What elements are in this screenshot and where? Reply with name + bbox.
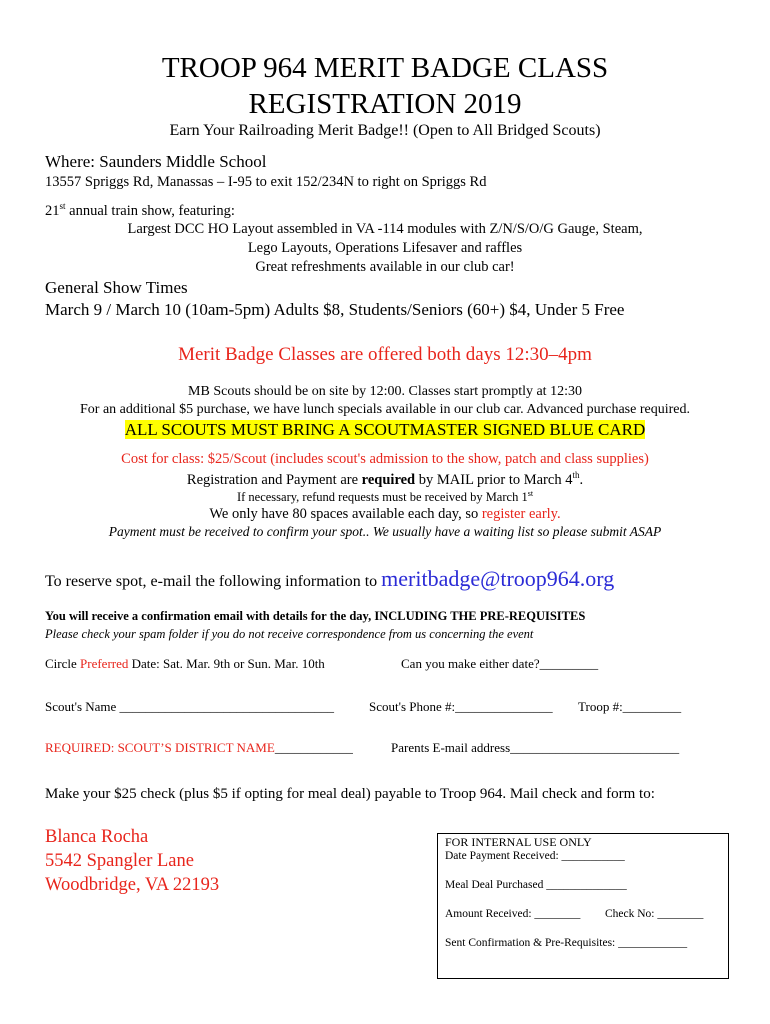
annual-text: annual train show, featuring: <box>65 202 235 219</box>
preferred-text: Preferred <box>80 656 129 671</box>
scout-name-field[interactable]: Scout's Name _________________________________ <box>45 699 335 714</box>
annual-suffix: st <box>59 201 66 211</box>
blue-card-notice <box>0 420 770 440</box>
refund-note <box>0 489 770 505</box>
classes-note-1: MB Scouts should be on site by 12:00. Classes start promptly at 12:30 <box>188 384 582 399</box>
spaces-text: We only have 80 spaces available each day, so <box>209 506 482 522</box>
feature-line-2: Lego Layouts, Operations Lifesaver and raffles <box>247 240 523 256</box>
internal-use-box <box>437 833 729 979</box>
mail-city: Woodbridge, VA 22193 <box>45 875 220 895</box>
classes-heading: Merit Badge Classes are offered both days 12:30–4pm <box>178 344 592 365</box>
annual-number: 21 <box>45 202 60 219</box>
meal-deal-purchased: Meal Deal Purchased ______________ <box>445 879 627 891</box>
sent-confirmation: Sent Confirmation & Pre-Requisites: ____________ <box>445 937 688 949</box>
registration-requirement <box>0 470 770 489</box>
class-cost: Cost for class: $25/Scout (includes scout's admission to the show, patch and class supplies) <box>121 451 649 467</box>
confirmation-note: You will receive a confirmation email with details for the day, INCLUDING THE PRE-REQUISITES <box>45 609 586 623</box>
either-date-field[interactable]: Can you make either date?_________ <box>401 656 599 671</box>
district-blank: ____________ <box>274 740 353 755</box>
registration-required: required <box>361 471 416 488</box>
feature-line-3: Great refreshments available in our club car! <box>255 259 515 275</box>
blue-card-highlight: ALL SCOUTS MUST BRING A SCOUTMASTER SIGNED BLUE CARD <box>124 420 646 439</box>
subtitle: Earn Your Railroading Merit Badge!! (Open to All Bridged Scouts) <box>169 122 601 139</box>
register-early: register early. <box>481 506 561 522</box>
parents-email-field[interactable]: Parents E-mail address__________________________ <box>391 740 680 755</box>
spam-note: Please check your spam folder if you do not receive correspondence from us concerning the event <box>45 627 534 641</box>
spaces-note <box>0 506 770 523</box>
show-times-detail: March 9 / March 10 (10am-5pm) Adults $8, Students/Seniors (60+) $4, Under 5 Free <box>45 300 625 319</box>
location-where: Where: Saunders Middle School <box>45 152 267 171</box>
registration-suffix: th <box>572 470 580 480</box>
payment-instruction: Make your $25 check (plus $5 if opting for meal deal) payable to Troop 964. Mail check and form to: <box>45 786 655 802</box>
scout-phone-field[interactable]: Scout's Phone #:_______________ <box>369 699 553 714</box>
feature-line-1: Largest DCC HO Layout assembled in VA -114 modules with Z/N/S/O/G Gauge, Steam, <box>127 221 643 237</box>
page-title-line1: TROOP 964 MERIT BADGE CLASS <box>161 52 609 84</box>
troop-field[interactable]: Troop #:_________ <box>578 699 682 714</box>
district-label: REQUIRED: SCOUT’S DISTRICT NAME <box>45 740 275 755</box>
location-address: 13557 Spriggs Rd, Manassas – I-95 to exit 152/234N to right on Spriggs Rd <box>45 174 487 190</box>
check-number: Check No: ________ <box>605 908 704 920</box>
mail-street: 5542 Spangler Lane <box>45 851 194 871</box>
date-payment-received: Date Payment Received: ___________ <box>445 850 625 862</box>
annual-show-line <box>45 201 235 220</box>
refund-text: If necessary, refund requests must be received by March 1 <box>236 490 528 505</box>
refund-suffix: st <box>527 489 534 498</box>
reserve-text: To reserve spot, e-mail the following information to <box>45 573 382 590</box>
date-options: Date: Sat. Mar. 9th or Sun. Mar. 10th <box>128 656 325 671</box>
reserve-email-link[interactable]: meritbadge@troop964.org <box>381 566 615 591</box>
page-title-line2: REGISTRATION 2019 <box>248 88 522 120</box>
registration-text: Registration and Payment are <box>186 471 362 488</box>
registration-end: . <box>579 471 584 488</box>
amount-received: Amount Received: ________ <box>445 908 581 920</box>
circle-text: Circle <box>45 656 81 671</box>
show-times-heading: General Show Times <box>45 278 188 297</box>
preferred-date-field[interactable] <box>45 656 325 672</box>
reserve-line <box>45 566 614 592</box>
payment-note: Payment must be received to confirm your spot.. We usually have a waiting list so please submit ASAP <box>108 524 662 539</box>
registration-deadline: by MAIL prior to March 4 <box>415 471 573 488</box>
internal-use-heading: FOR INTERNAL USE ONLY <box>445 835 592 849</box>
mail-recipient: Blanca Rocha <box>45 827 149 847</box>
district-field[interactable] <box>45 740 353 756</box>
classes-note-2: For an additional $5 purchase, we have lunch specials available in our club car. Advanced purchase required. <box>80 402 690 417</box>
